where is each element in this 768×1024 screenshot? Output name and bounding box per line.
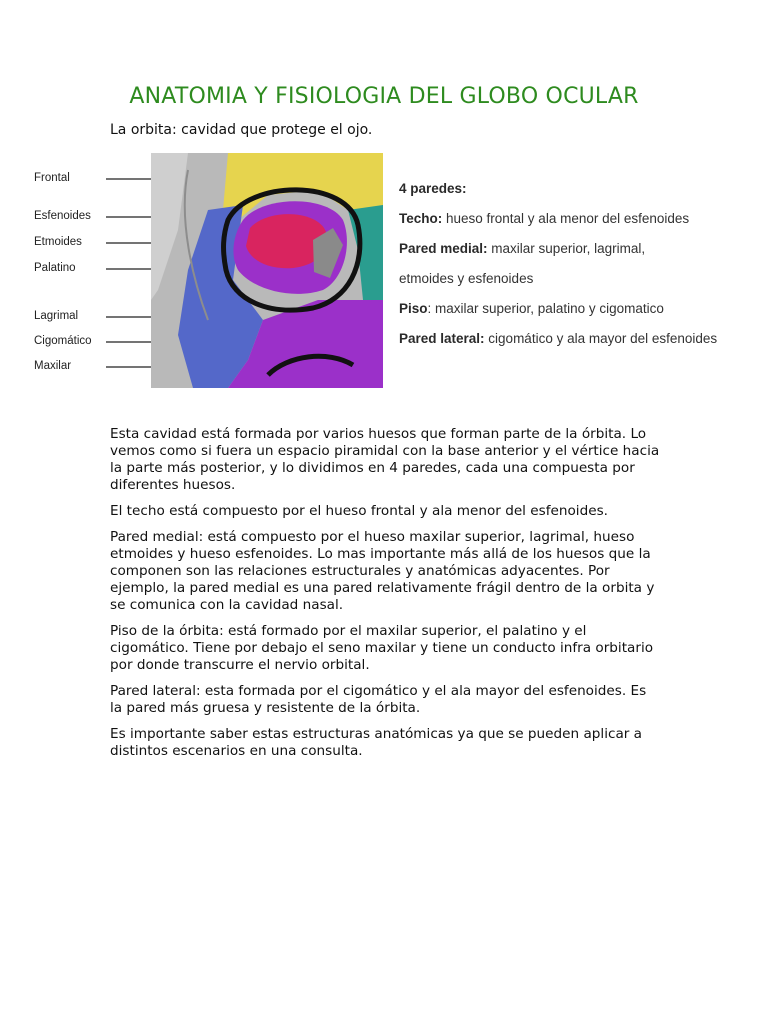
wall-techo: Techo: hueso frontal y ala menor del esfenoides <box>399 211 690 226</box>
label-cigomatico: Cigomático <box>34 335 92 347</box>
label-frontal: Frontal <box>34 172 70 184</box>
orbit-bones <box>151 153 383 388</box>
label-lagrimal: Lagrimal <box>34 310 79 322</box>
wall-medial-cont: etmoides y esfenoides <box>399 271 534 286</box>
paragraph-pared-lateral: Pared lateral: esta formada por el cigomático y el ala mayor del esfenoides. Es la pared más gruesa y resistente de la órbita. <box>110 683 647 716</box>
orbit-figure <box>28 150 752 390</box>
label-etmoides: Etmoides <box>34 236 82 248</box>
paragraph-intro: Esta cavidad está formada por varios huesos que forman parte de la órbita. Lo vemos como si fuera un espacio piramidal con la base anterior y el vértice hacia la parte más posterior, y lo dividimos en 4 paredes, cada una compuesta por diferentes huesos. <box>110 426 660 493</box>
wall-medial: Pared medial: maxilar superior, lagrimal, <box>399 241 646 256</box>
label-palatino: Palatino <box>34 262 76 274</box>
wall-lateral: Pared lateral: cigomático y ala mayor del esfenoides <box>399 331 718 346</box>
paragraph-pared-medial: Pared medial: está compuesto por el hueso maxilar superior, lagrimal, hueso etmoides y hueso esfenoides. Lo mas importante más allá de los huesos que la componen son las relaciones estructurales y anatómicas adyacentes. Por ejemplo, la pared medial es una pared relativamente frágil dentro de la orbita y se comunica con la cavidad nasal. <box>110 529 655 613</box>
body-text <box>110 426 660 769</box>
walls-panel <box>399 174 751 354</box>
paragraph-conclusion: Es importante saber estas estructuras anatómicas ya que se pueden aplicar a distintos escenarios en una consulta. <box>110 726 643 759</box>
paragraph-piso: Piso de la órbita: está formado por el maxilar superior, el palatino y el cigomático. Tiene por debajo el seno maxilar y tiene un conducto infra orbitario por donde transcurre el nervio orbital. <box>110 623 654 673</box>
label-esfenoides: Esfenoides <box>34 210 91 222</box>
paragraph-techo: El techo está compuesto por el hueso frontal y ala menor del esfenoides. <box>110 503 608 519</box>
wall-piso: Piso: maxilar superior, palatino y cigomatico <box>399 301 664 316</box>
subtitle: La orbita: cavidad que protege el ojo. <box>110 122 373 138</box>
walls-heading: 4 paredes: <box>399 181 467 196</box>
label-maxilar: Maxilar <box>34 360 72 372</box>
document-title: ANATOMIA Y FISIOLOGIA DEL GLOBO OCULAR <box>129 84 639 109</box>
